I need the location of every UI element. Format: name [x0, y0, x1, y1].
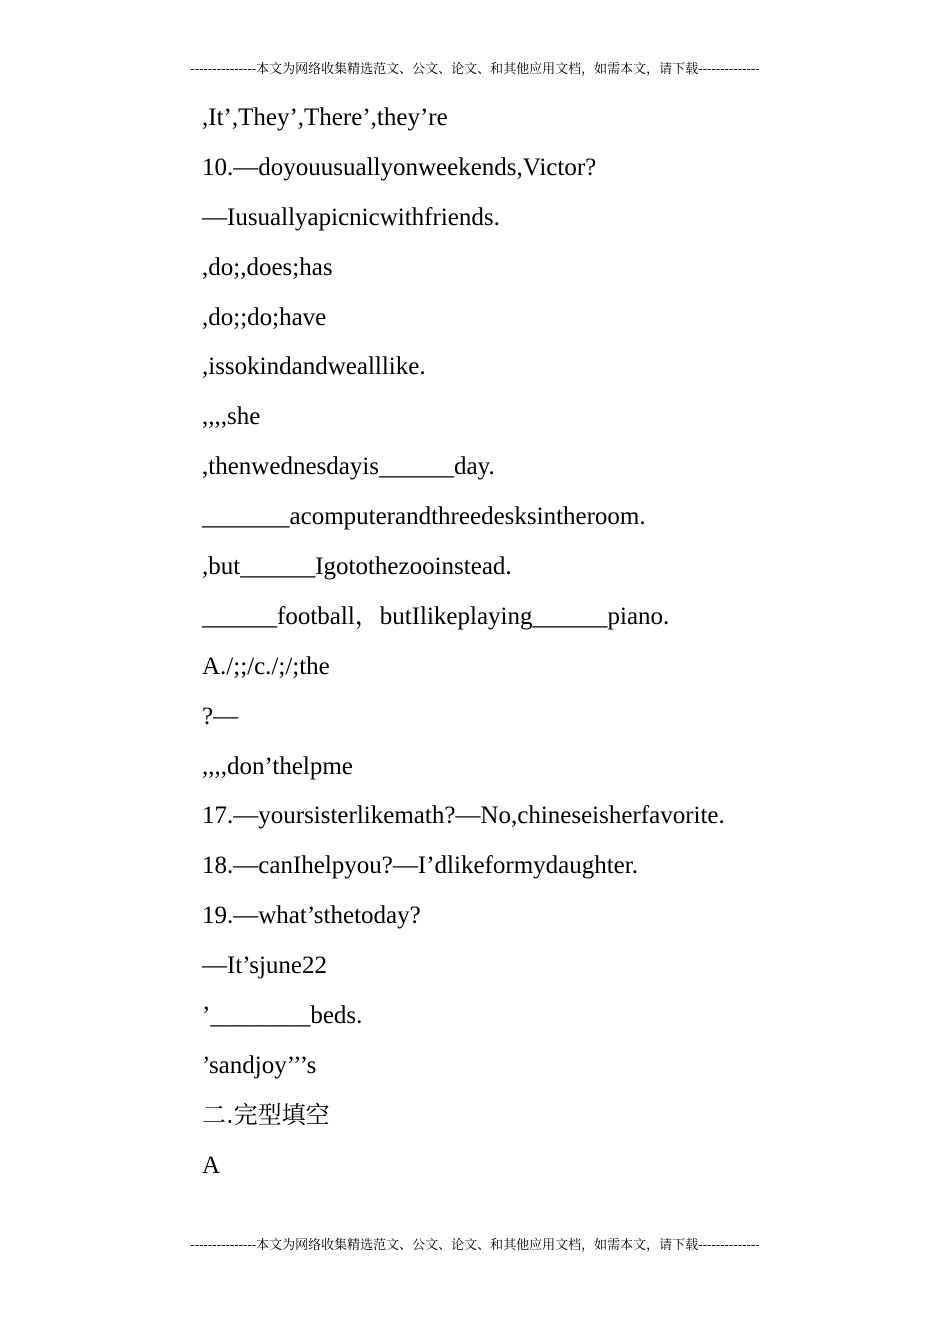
text-line: ?— — [202, 702, 239, 730]
text-line: ,do;;do;have — [202, 303, 327, 331]
text-line: 17.—yoursisterlikemath?—No,chineseisherfavorite. — [202, 802, 725, 830]
page-header: ---------------本文为网络收集精选范文、公文、论文、和其他应用文档，如需本文，请下载-------------- — [190, 62, 760, 77]
text-line: —It’sjune22 — [202, 952, 327, 980]
text-line: ,,,,don’thelpme — [202, 752, 353, 780]
text-line: 18.—canIhelpyou?—I’dlikeformydaughter. — [202, 852, 638, 880]
text-line: ,issokindandwealllike. — [202, 353, 426, 381]
text-line: —Iusuallyapicnicwithfriends. — [202, 203, 500, 231]
document-body — [202, 93, 902, 1191]
text-line: A./;;/c./;/;the — [202, 652, 330, 680]
text-line: ,thenwednesdayis______day. — [202, 453, 495, 481]
section-heading: 二.完型填空 — [202, 1100, 330, 1129]
text-line: _______acomputerandthreedesksintheroom. — [202, 503, 646, 531]
text-line: ,It’,They’,There’,they’re — [202, 104, 448, 131]
text-line: 10.—doyouusuallyonweekends,Victor? — [202, 153, 597, 181]
text-line: ,but______Igotothezooinstead. — [202, 553, 512, 581]
text-line: ,do;,does;has — [202, 253, 333, 281]
page-footer: ---------------本文为网络收集精选范文、公文、论文、和其他应用文档，如需本文，请下载-------------- — [190, 1238, 760, 1253]
text-line: 19.—what’sthetoday? — [202, 902, 421, 930]
text-line: ______football，butIlikeplaying______piano. — [202, 602, 670, 630]
text-line: ,,,,she — [202, 403, 261, 431]
text-line: ’sandjoy’’’s — [202, 1051, 317, 1079]
text-line: ’________beds. — [202, 1002, 363, 1030]
text-line: A — [202, 1151, 221, 1179]
